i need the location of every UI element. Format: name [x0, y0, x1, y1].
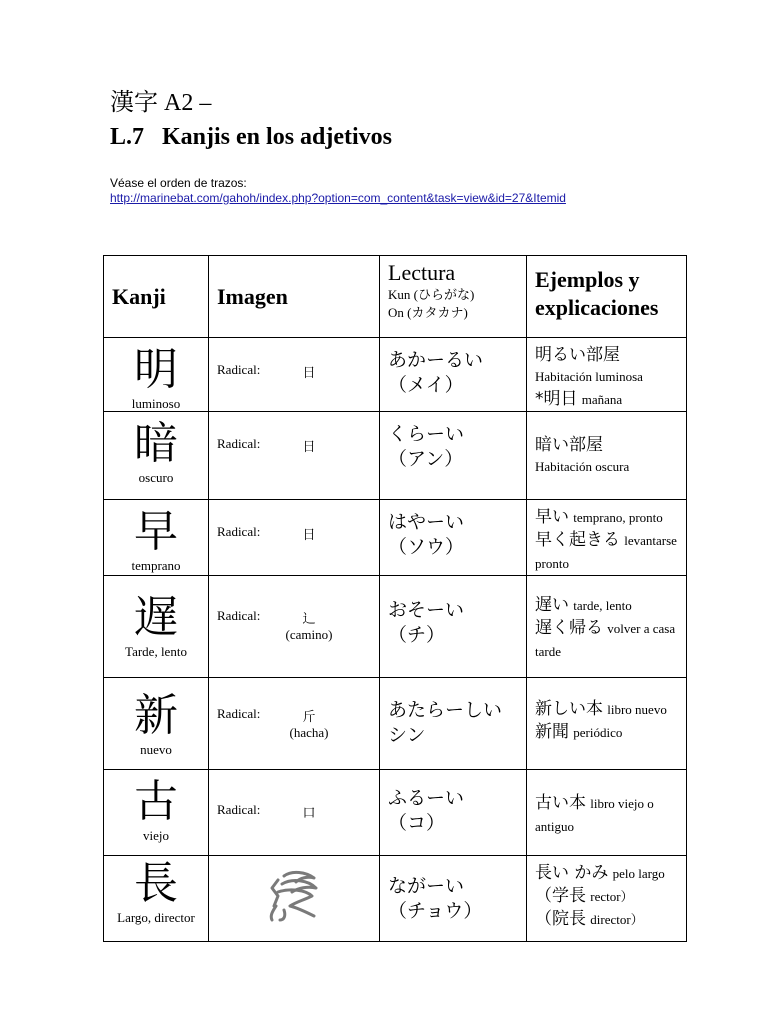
radical-char: 日	[302, 527, 316, 542]
header-kun: Kun (ひらがな)	[388, 287, 475, 302]
imagen-cell	[209, 576, 380, 678]
kanji-cell	[104, 576, 209, 678]
header-kanji: Kanji	[104, 256, 209, 338]
title-line-1: 漢字 A2 –	[110, 90, 212, 116]
example-es: director）	[590, 912, 644, 927]
example-jp: 早い	[535, 507, 569, 527]
ejemplos-cell	[527, 412, 687, 500]
kun-reading: あたらーしい	[388, 699, 503, 721]
kun-reading: はやーい	[388, 511, 465, 533]
imagen-cell	[209, 338, 380, 412]
radical-label: Radical:	[217, 436, 261, 451]
kanji-cell	[104, 856, 209, 942]
example-es: Habitación luminosa	[535, 369, 643, 384]
kun-reading: ふるーい	[388, 787, 465, 809]
example-es: mañana	[581, 392, 623, 407]
kanji-char: 長	[134, 858, 178, 909]
kun-reading: あかーるい	[388, 349, 484, 371]
table-header-row	[104, 256, 687, 338]
example-jp: 古い本	[535, 793, 586, 813]
ejemplos-cell	[527, 500, 687, 576]
radical-note: (hacha)	[289, 725, 329, 740]
ejemplos-cell	[527, 678, 687, 770]
lectura-cell	[380, 856, 527, 942]
table-row	[104, 770, 687, 856]
example-es: temprano, pronto	[573, 510, 663, 525]
ejemplos-cell	[527, 856, 687, 942]
on-reading: （チョウ）	[388, 900, 483, 922]
ejemplos-cell	[527, 576, 687, 678]
lectura-cell	[380, 770, 527, 856]
on-reading: （ソウ）	[388, 536, 465, 558]
example-es: Habitación oscura	[535, 459, 630, 474]
kanji-char: 新	[134, 690, 178, 741]
stroke-order-note	[110, 176, 670, 206]
header-on: On (カタカナ)	[388, 305, 468, 320]
on-reading: シン	[388, 724, 426, 746]
example-jp: 長い かみ	[535, 863, 609, 883]
radical-label: Radical:	[217, 802, 261, 817]
kun-reading: おそーい	[388, 599, 465, 621]
radical-char: 日	[302, 365, 316, 380]
example-jp: （院長	[535, 909, 586, 929]
radical-label: Radical:	[217, 706, 261, 721]
radical-note: (camino)	[285, 627, 333, 642]
header-lectura	[380, 256, 527, 338]
kanji-cell	[104, 338, 209, 412]
table-row	[104, 412, 687, 500]
radical-label: Radical:	[217, 362, 261, 377]
example-jp: （学長	[535, 886, 586, 906]
example-es: libro viejo o antiguo	[535, 796, 654, 834]
example-es: periódico	[573, 725, 623, 740]
example-jp: 明るい部屋	[535, 345, 620, 365]
kanji-meaning: luminoso	[131, 396, 181, 411]
imagen-cell	[209, 678, 380, 770]
radical-char: 辶	[302, 611, 316, 626]
on-reading: （メイ）	[388, 374, 464, 396]
table-row	[104, 338, 687, 412]
imagen-cell	[209, 500, 380, 576]
kanji-cell	[104, 500, 209, 576]
ejemplos-cell	[527, 338, 687, 412]
example-es: levantarse pronto	[535, 533, 677, 571]
imagen-cell	[209, 856, 380, 942]
example-jp: 新聞	[535, 722, 569, 742]
radical-label: Radical:	[217, 524, 261, 539]
radical-label: Radical:	[217, 608, 261, 623]
table-row	[104, 678, 687, 770]
table-row	[104, 856, 687, 942]
kanji-cell	[104, 412, 209, 500]
table-row	[104, 500, 687, 576]
document-title	[110, 86, 392, 154]
on-reading: （アン）	[388, 448, 464, 470]
header-lectura-title: Lectura	[388, 260, 456, 285]
example-jp: 新しい本	[535, 699, 603, 719]
kanji-meaning: oscuro	[138, 470, 174, 485]
kanji-char: 明	[134, 344, 178, 395]
lectura-cell	[380, 576, 527, 678]
example-es: pelo largo	[612, 866, 665, 881]
imagen-cell	[209, 412, 380, 500]
kanji-char: 古	[134, 776, 178, 827]
kanji-char: 遅	[134, 592, 178, 643]
example-es: rector）	[590, 889, 634, 904]
kun-reading: くらーい	[388, 423, 465, 445]
example-jp: 遅く帰る	[535, 618, 603, 638]
example-jp: *明日	[535, 389, 578, 409]
kanji-meaning: temprano	[131, 558, 181, 573]
radical-char: 口	[302, 805, 316, 820]
ejemplos-cell	[527, 770, 687, 856]
imagen-cell	[209, 770, 380, 856]
example-es: tarde, lento	[573, 598, 632, 613]
kanji-char: 早	[134, 506, 178, 557]
kanji-meaning: Tarde, lento	[125, 644, 187, 659]
table-row	[104, 576, 687, 678]
lectura-cell	[380, 678, 527, 770]
stroke-order-link[interactable]: http://marinebat.com/gahoh/index.php?option=com_content&task=view&id=27&Itemid	[110, 191, 566, 205]
kanji-table	[103, 255, 687, 942]
kun-reading: ながーい	[388, 875, 465, 897]
example-jp: 暗い部屋	[535, 435, 603, 455]
radical-char: 日	[302, 439, 316, 454]
on-reading: （コ）	[388, 812, 446, 834]
header-imagen: Imagen	[209, 256, 380, 338]
kanji-cell	[104, 678, 209, 770]
radical-char: 斤	[302, 709, 316, 724]
kanji-meaning: viejo	[143, 828, 169, 843]
kanji-meaning: Largo, director	[117, 910, 195, 925]
lectura-cell	[380, 412, 527, 500]
note-intro: Véase el orden de trazos:	[110, 176, 247, 190]
on-reading: （チ）	[388, 624, 446, 646]
kanji-cell	[104, 770, 209, 856]
lectura-cell	[380, 338, 527, 412]
header-ejemplos: Ejemplos y explicaciones	[527, 256, 687, 338]
ancient-glyph-image	[262, 866, 326, 922]
kanji-meaning: nuevo	[140, 742, 172, 757]
example-es: volver a casa tarde	[535, 621, 676, 659]
example-jp: 早く起きる	[535, 530, 620, 550]
lectura-cell	[380, 500, 527, 576]
kanji-char: 暗	[134, 418, 178, 469]
title-line-2: L.7 Kanjis en los adjetivos	[110, 124, 393, 150]
example-jp: 遅い	[535, 595, 569, 615]
example-es: libro nuevo	[607, 702, 667, 717]
